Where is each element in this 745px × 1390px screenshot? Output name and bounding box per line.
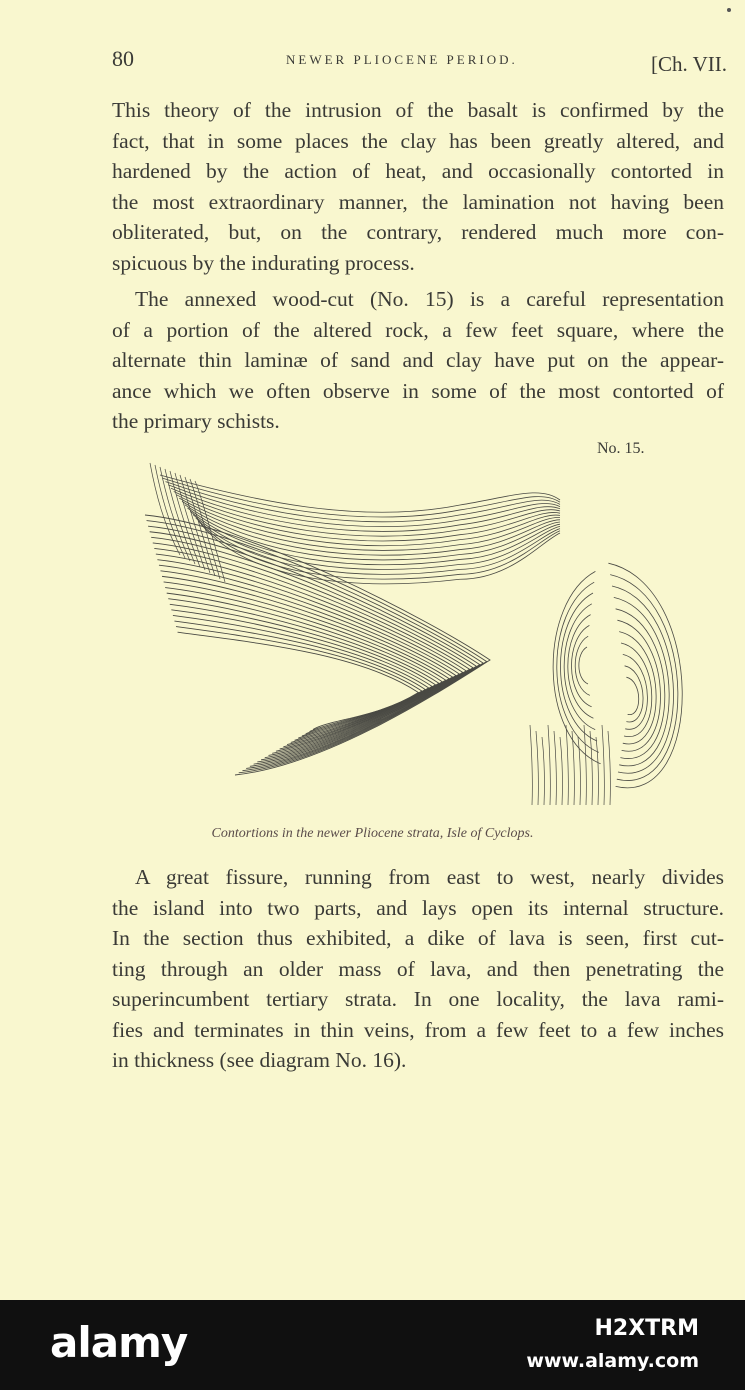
text-line: The annexed wood-cut (No. 15) is a careful representation (135, 287, 724, 311)
running-title: NEWER PLIOCENE PERIOD. (286, 52, 518, 67)
stratum-line (557, 582, 599, 752)
stratum-line (616, 609, 665, 759)
stratum-line (162, 576, 452, 751)
stratum-line (584, 725, 586, 805)
text-line: of a portion of the altered rock, a few feet square, where the (112, 317, 724, 342)
watermark-bar (0, 1300, 745, 1390)
stratum-line (190, 511, 560, 564)
stratum-line (614, 597, 669, 766)
page-number: 80 (112, 46, 134, 71)
stratum-line (530, 725, 532, 805)
stratum-line (617, 620, 660, 751)
paragraph-1 (112, 95, 724, 278)
figure-number: No. 15. (597, 440, 645, 457)
site-url: www.alamy.com (526, 1350, 699, 1372)
text-line: obliterated, but, on the contrary, rendered much more con- (112, 220, 724, 244)
stratum-line (596, 737, 598, 805)
text-line: A great fissure, running from east to west, nearly divides (135, 865, 724, 889)
stratum-line (554, 731, 556, 805)
stratum-line (602, 725, 604, 805)
stratum-line (623, 654, 648, 729)
alamy-logo: alamy (50, 1318, 188, 1367)
stratum-line (560, 737, 562, 805)
paragraph-3 (112, 862, 724, 1076)
text-line: In the section thus exhibited, a dike of lava is seen, first cut- (112, 926, 724, 950)
chapter-label: [Ch. VII. (650, 52, 727, 76)
text-line: the most extraordinary manner, the lamination not having been (112, 189, 724, 214)
text-line: hardened by the action of heat, and occasionally contorted in (112, 159, 724, 183)
stratum-line (579, 647, 588, 684)
page-speck (727, 8, 731, 12)
text-line: ting through an older mass of lava, and then penetrating the (112, 956, 724, 981)
text-line: the primary schists. (112, 409, 280, 433)
stratum-line (156, 554, 466, 760)
stratum-line (608, 563, 682, 788)
stratum-line (626, 677, 638, 714)
stratum-line (157, 560, 462, 758)
stratum-line (608, 731, 610, 805)
stratum-line (575, 636, 590, 695)
strata-lines (145, 463, 682, 805)
text-line: alternate thin laminæ of sand and clay have put on the appear- (112, 348, 724, 372)
text-line: fies and terminates in thin veins, from a few feet to a few inches (112, 1017, 724, 1042)
stratum-line (171, 610, 432, 738)
stratum-line (154, 548, 469, 762)
text-line: superincumbent tertiary strata. In one locality, the lava rami- (112, 987, 724, 1011)
figure-caption: Contortions in the newer Pliocene strata, Isle of Cyclops. (211, 826, 534, 841)
stratum-line (566, 725, 568, 805)
stratum-line (619, 632, 656, 744)
image-id: H2XTRM (594, 1316, 699, 1341)
stratum-line (160, 467, 190, 561)
stratum-line (161, 571, 456, 754)
stratum-line (536, 731, 538, 805)
stratum-line (542, 737, 544, 805)
contorted-strata-woodcut (130, 455, 690, 820)
stratum-line (160, 475, 560, 512)
text-line: This theory of the intrusion of the basalt is confirmed by the (112, 98, 724, 122)
text-line: in thickness (see diagram No. 16). (112, 1048, 407, 1072)
paragraph-2 (112, 284, 724, 437)
stratum-line (590, 731, 592, 805)
stratum-line (548, 725, 550, 805)
text-line: the island into two parts, and lays open its internal structure. (112, 895, 724, 920)
text-line: spicuous by the indurating process. (112, 250, 415, 275)
text-line: ance which we often observe in some of the most contorted of (112, 378, 724, 403)
page-header (112, 46, 727, 80)
stratum-line (612, 586, 674, 773)
text-line: fact, that in some places the clay has been greatly altered, and (112, 128, 724, 153)
